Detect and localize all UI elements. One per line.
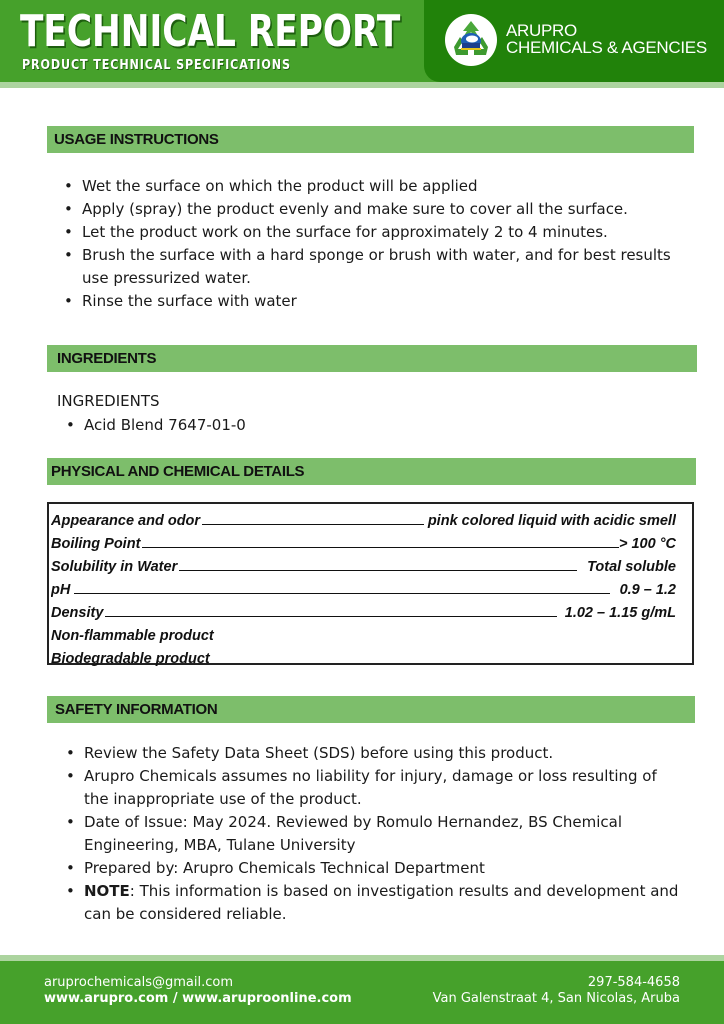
list-item: • Date of Issue: May 2024. Reviewed by Romulo Hernandez, BS Chemical Engineering, MBA, Tulane University [62,811,682,857]
leader-line [74,593,609,594]
page-title: TECHNICAL REPORT [20,6,401,57]
note-label: NOTE [84,882,130,900]
leader-line [105,616,556,617]
leader-line [179,570,577,571]
physical-details-table [47,502,694,665]
footer [0,961,724,1024]
table-row [51,506,676,529]
leader-line [202,524,424,525]
list-item: • Let the product work on the surface for approximately 2 to 4 minutes. [60,221,680,244]
property-value: 1.02 – 1.15 g/mL [564,605,676,621]
property-value: Total soluble [587,559,676,575]
list-item: • Review the Safety Data Sheet (SDS) before using this product. [62,742,682,765]
list-item: • Wet the surface on which the product will be applied [60,175,680,198]
list-item: • Rinse the surface with water [60,290,680,313]
brand-name [506,22,707,56]
email-link[interactable]: aruprochemicals@gmail.com [44,975,233,990]
footer-contact-left [44,975,352,1007]
property-label: Non-flammable product [51,628,214,644]
property-label: Biodegradable product [51,651,210,667]
brand-line-1: ARUPRO [506,21,577,40]
note-text: : This information is based on investigation results and development and can be considered reliable. [84,882,679,923]
brand-line-2: CHEMICALS & AGENCIES [506,38,707,57]
property-label: Boiling Point [51,536,141,552]
table-row [51,644,676,667]
section-ingredients-heading [47,345,697,372]
property-label: Appearance and odor [51,513,201,529]
usage-list [60,175,680,313]
table-row [51,575,676,598]
section-usage-title: USAGE INSTRUCTIONS [54,131,219,148]
table-row [51,552,676,575]
header-stripe [0,82,724,88]
section-usage-heading [47,126,694,153]
leader-line [142,547,619,548]
list-item-note [62,880,682,926]
section-ingredients-title: INGREDIENTS [57,350,157,367]
safety-list [62,742,682,926]
property-value: > 100 °C [619,536,676,552]
table-row [51,529,676,552]
ingredients-label: INGREDIENTS [57,392,160,410]
section-physical-title: PHYSICAL AND CHEMICAL DETAILS [51,463,305,480]
property-label: Solubility in Water [51,559,178,575]
page-subtitle: PRODUCT TECHNICAL SPECIFICATIONS [22,58,291,73]
ingredients-list [62,414,662,437]
section-physical-heading [47,458,696,485]
address: Van Galenstraat 4, San Nicolas, Aruba [432,991,680,1006]
list-item: • Prepared by: Arupro Chemicals Technical Department [62,857,682,880]
section-safety-heading [47,696,695,723]
list-item: • Arupro Chemicals assumes no liability for injury, damage or loss resulting of the inappropriate use of the product. [62,765,682,811]
property-label: Density [51,605,104,621]
table-row [51,598,676,621]
property-value: 0.9 – 1.2 [619,582,676,598]
footer-contact-right [433,975,680,1007]
phone-number: 297-584-4658 [587,975,680,990]
property-label: pH [51,582,71,598]
list-item: • Acid Blend 7647-01-0 [62,414,662,437]
section-safety-title: SAFETY INFORMATION [55,701,218,718]
website-links[interactable]: www.arupro.com / www.aruproonline.com [44,991,352,1006]
recycle-logo-icon [445,14,497,66]
list-item: • Apply (spray) the product evenly and make sure to cover all the surface. [60,198,680,221]
table-row [51,621,676,644]
property-value: pink colored liquid with acidic smell [427,513,676,529]
list-item: • Brush the surface with a hard sponge or brush with water, and for best results use pressurized water. [60,244,680,290]
